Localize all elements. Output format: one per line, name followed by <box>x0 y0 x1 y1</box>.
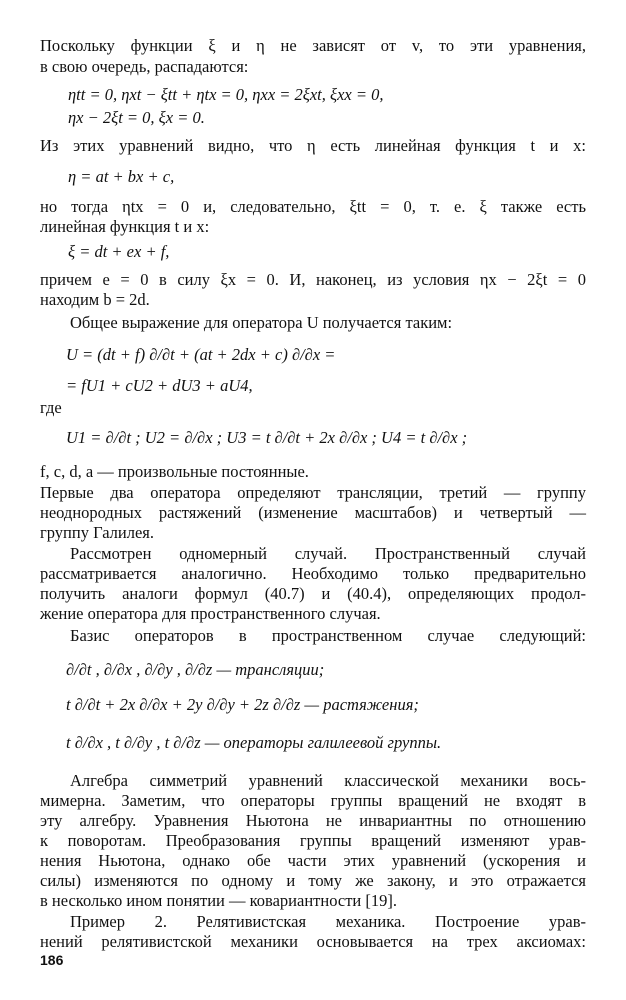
equation-line: ηtt = 0, ηxt − ξtt + ηtx = 0, ηxx = 2ξxt, ξxx = 0, <box>68 85 384 104</box>
page-number: 186 <box>40 952 64 968</box>
text-line: Поскольку функции ξ и η не зависят от v, то эти уравнения, <box>40 36 586 55</box>
text-line: в несколько ином понятии — ковариантности [19]. <box>40 891 397 910</box>
text-line: жение оператора для пространственного случая. <box>40 604 381 623</box>
text-line: группу Галилея. <box>40 523 155 542</box>
text-line: мимерна. Заметим, что операторы группы вращений не входят в <box>40 791 586 810</box>
text-line: где <box>40 398 62 417</box>
equation-line: = fU1 + cU2 + dU3 + aU4, <box>66 376 253 395</box>
text-line: Пример 2. Релятивистская механика. Построение урав- <box>70 912 586 931</box>
text-line: f, c, d, a — произвольные постоянные. <box>40 462 309 481</box>
equation-line: ηx − 2ξt = 0, ξx = 0. <box>68 108 205 127</box>
text-line: рассматривается аналогично. Необходимо только предварительно <box>40 564 586 583</box>
text-line: неоднородных растяжений (изменение масштабов) и четвертый — <box>40 503 586 522</box>
text-line: нений релятивистской механики основывается на трех аксиомах: <box>40 932 586 951</box>
text-line: Из этих уравнений видно, что η есть линейная функция t и x: <box>40 136 586 155</box>
equation-line: t ∂/∂x , t ∂/∂y , t ∂/∂z — операторы галилеевой группы. <box>66 733 442 752</box>
equation-line: ξ = dt + ex + f, <box>68 242 170 261</box>
text-line: в свою очередь, распадаются: <box>40 57 249 76</box>
text-line: Алгебра симметрий уравнений классической механики вось- <box>70 771 586 790</box>
equation-line: U1 = ∂/∂t ; U2 = ∂/∂x ; U3 = t ∂/∂t + 2x ∂/∂x ; U4 = t ∂/∂x ; <box>66 428 468 447</box>
text-line: Общее выражение для оператора U получается таким: <box>70 313 453 332</box>
equation-line: t ∂/∂t + 2x ∂/∂x + 2y ∂/∂y + 2z ∂/∂z — растяжения; <box>66 695 419 714</box>
text-line: Первые два оператора определяют трансляции, третий — группу <box>40 483 586 502</box>
text-line: Рассмотрен одномерный случай. Пространственный случай <box>70 544 586 563</box>
text-line: нения Ньютона, однако обе части этих уравнений (ускорения и <box>40 851 586 870</box>
text-line: линейная функция t и x: <box>40 217 210 236</box>
equation-line: U = (dt + f) ∂/∂t + (at + 2dx + c) ∂/∂x = <box>66 345 336 364</box>
text-line: эту алгебру. Уравнения Ньютона не инвариантны по отношению <box>40 811 586 830</box>
text-line: причем e = 0 в силу ξx = 0. И, наконец, из условия ηx − 2ξt = 0 <box>40 270 586 289</box>
equation-line: η = at + bx + c, <box>68 167 175 186</box>
text-line: находим b = 2d. <box>40 290 150 309</box>
text-line: Базис операторов в пространственном случае следующий: <box>70 626 586 645</box>
text-line: но тогда ηtx = 0 и, следовательно, ξtt = 0, т. е. ξ также есть <box>40 197 586 216</box>
text-line: к поворотам. Преобразования группы вращений изменяют урав- <box>40 831 586 850</box>
text-line: силы) изменяются по одному и тому же закону, и это отражается <box>40 871 586 890</box>
text-line: получить аналоги формул (40.7) и (40.4), определяющих продол- <box>40 584 586 603</box>
equation-line: ∂/∂t , ∂/∂x , ∂/∂y , ∂/∂z — трансляции; <box>66 660 325 679</box>
